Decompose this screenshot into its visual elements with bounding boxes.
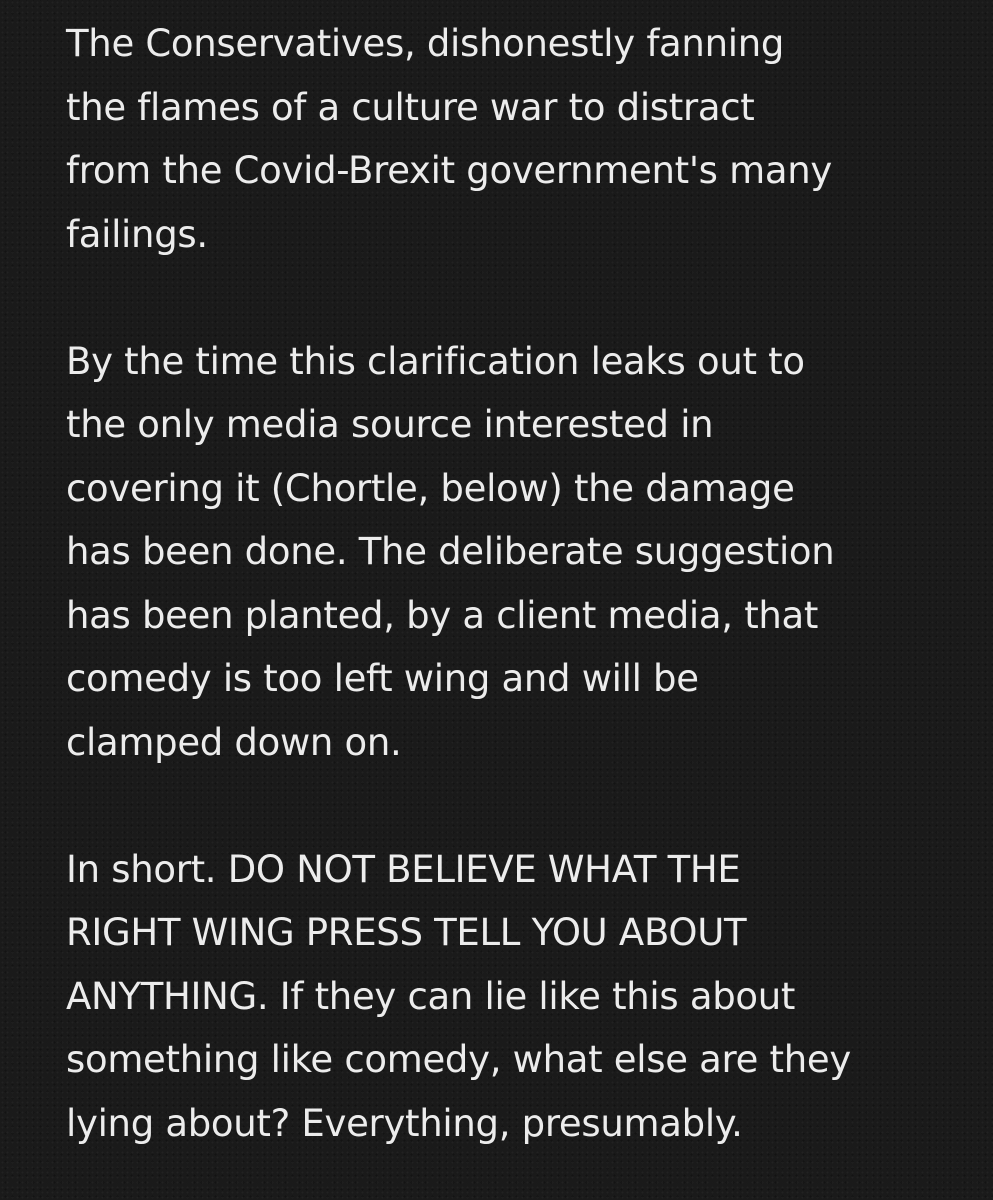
note-line: from the Covid-Brexit government's many: [66, 149, 832, 192]
note-line: RIGHT WING PRESS TELL YOU ABOUT: [66, 911, 747, 954]
note-line: the only media source interested in: [66, 403, 714, 446]
note-line: comedy is too left wing and will be: [66, 657, 699, 700]
note-line: covering it (Chortle, below) the damage: [66, 466, 795, 510]
note-body: [66, 12, 966, 1155]
paragraph-2: [66, 330, 966, 775]
note-line: has been done. The deliberate suggestion: [66, 530, 835, 573]
note-line: By the time this clarification leaks out to: [66, 339, 805, 383]
note-line: failings.: [66, 212, 208, 256]
note-line: has been planted, by a client media, that: [66, 593, 819, 637]
paragraph-3: [66, 838, 966, 1156]
note-line: lying about? Everything, presumably.: [66, 1101, 743, 1145]
paragraph-gap: [66, 774, 966, 838]
paragraph-1: [66, 12, 966, 266]
note-line: The Conservatives, dishonestly fanning: [66, 22, 785, 65]
note-line: the flames of a culture war to distract: [66, 85, 755, 129]
note-line: In short. DO NOT BELIEVE WHAT THE: [66, 847, 741, 891]
note-line: something like comedy, what else are they: [66, 1038, 851, 1081]
note-line: clamped down on.: [66, 720, 402, 764]
paragraph-gap: [66, 266, 966, 330]
note-line: ANYTHING. If they can lie like this about: [66, 974, 796, 1018]
